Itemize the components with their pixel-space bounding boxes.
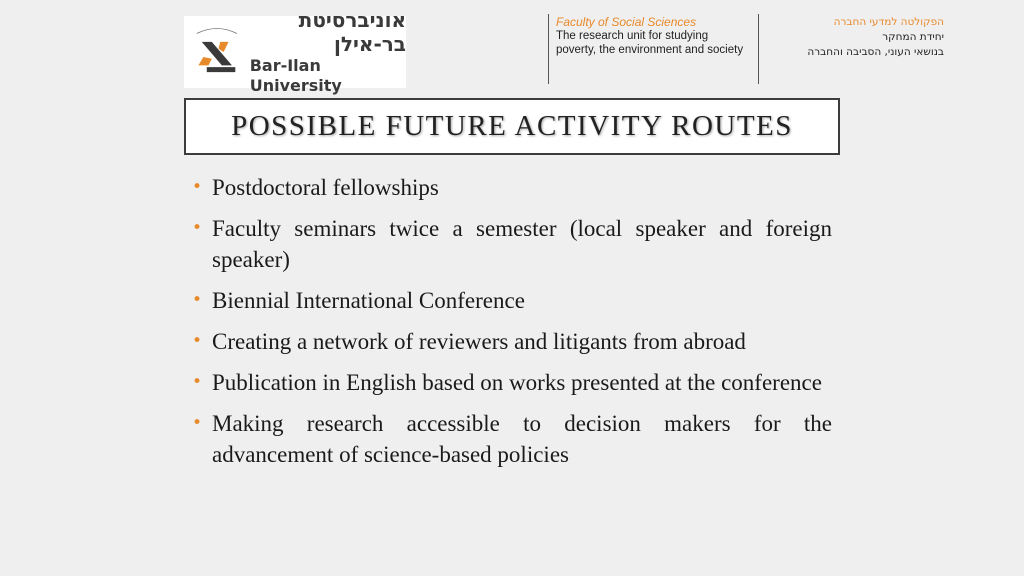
bullet-list [192, 172, 832, 480]
faculty-hebrew-line-2: בנושאי העוני, הסביבה והחברה [807, 46, 944, 58]
faculty-english-block [556, 15, 756, 57]
faculty-english-line-1: The research unit for studying [556, 30, 709, 42]
list-item [192, 326, 832, 357]
bullet-icon: • [192, 218, 203, 238]
faculty-english-title: Faculty of Social Sciences [556, 15, 697, 29]
list-item-text: Biennial International Conference [212, 288, 525, 313]
list-item-text: Making research accessible to decision makers for the advancement of science-based policies [212, 411, 832, 467]
faculty-hebrew-block [770, 15, 944, 60]
header-divider-left [548, 14, 549, 84]
list-item [192, 172, 832, 203]
slide-title: POSSIBLE FUTURE ACTIVITY ROUTES [231, 110, 793, 142]
list-item [192, 213, 832, 275]
list-item [192, 408, 832, 470]
faculty-hebrew-title: הפקולטה למדעי החברה [833, 16, 944, 28]
bullet-icon: • [192, 372, 203, 392]
bullet-icon: • [192, 413, 203, 433]
faculty-english-line-2: poverty, the environment and society [556, 44, 744, 56]
list-item-text: Faculty seminars twice a semester (local speaker and foreign speaker) [212, 216, 832, 272]
list-item-text: Postdoctoral fellowships [212, 175, 439, 200]
logo-hebrew-name: אוניברסיטת בר-אילן [298, 8, 406, 56]
university-logo [184, 8, 406, 95]
list-item-text: Creating a network of reviewers and litigants from abroad [212, 329, 746, 354]
bullet-icon: • [192, 290, 203, 310]
bullet-icon: • [192, 331, 203, 351]
bullet-icon: • [192, 177, 203, 197]
bar-ilan-logo-icon [190, 20, 244, 84]
faculty-hebrew-line-1: יחידת המחקר [882, 31, 944, 43]
list-item [192, 285, 832, 316]
slide-title-box [184, 98, 840, 155]
logo-english-name: Bar-Ilan University [249, 56, 342, 95]
list-item [192, 367, 832, 398]
header-divider-right [758, 14, 759, 84]
list-item-text: Publication in English based on works presented at the conference [212, 370, 822, 395]
